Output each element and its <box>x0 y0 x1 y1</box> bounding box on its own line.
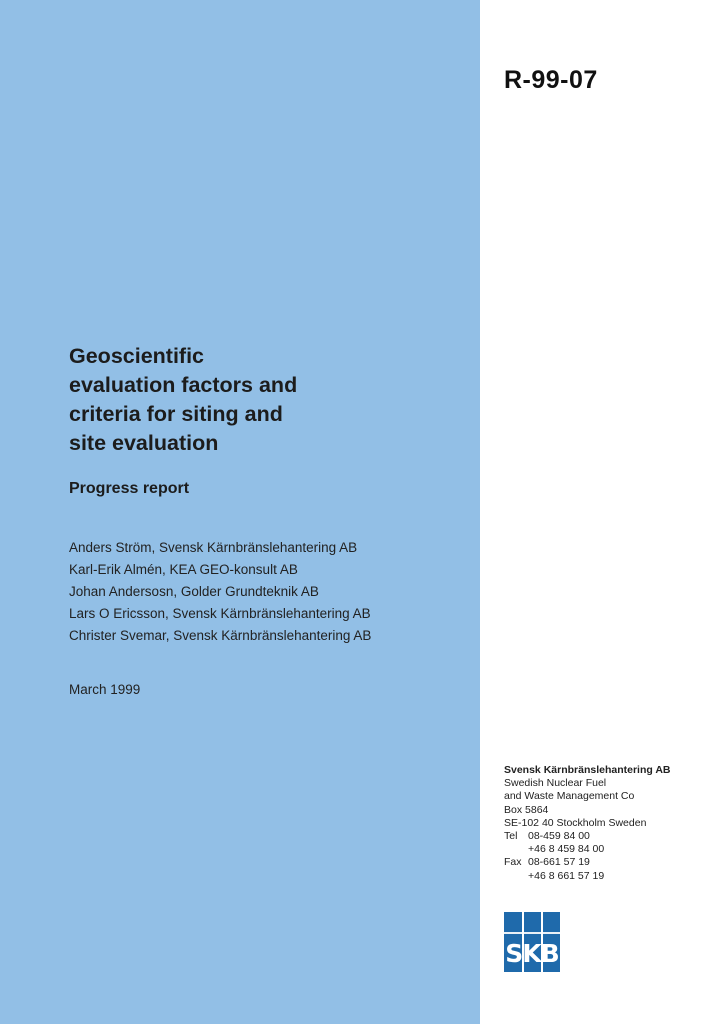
logo-text: SKB <box>505 939 559 968</box>
author-entry: Johan Andersosn, Golder Grundteknik AB <box>69 584 319 599</box>
tel-number-intl: +46 8 459 84 00 <box>528 843 605 856</box>
author-entry: Christer Svemar, Svensk Kärnbränslehantering AB <box>69 628 372 643</box>
tel-row-intl <box>504 843 714 856</box>
publisher-org-line: Swedish Nuclear Fuel <box>504 777 607 790</box>
publisher-address: SE-102 40 Stockholm Sweden <box>504 816 647 829</box>
fax-label: Fax <box>504 856 522 869</box>
fax-number-intl: +46 8 661 57 19 <box>528 869 605 882</box>
tel-label: Tel <box>504 830 518 843</box>
title-line: site evaluation <box>69 431 219 455</box>
fax-row <box>504 856 714 869</box>
tel-row <box>504 830 714 843</box>
author-entry: Lars O Ericsson, Svensk Kärnbränslehantering AB <box>69 606 371 621</box>
report-number: R-99-07 <box>504 66 598 94</box>
publisher-box: Box 5864 <box>504 803 549 816</box>
author-entry: Anders Ström, Svensk Kärnbränslehantering AB <box>69 540 358 555</box>
publisher-block <box>504 764 714 883</box>
report-subtitle: Progress report <box>69 480 190 497</box>
report-title <box>69 342 449 458</box>
tel-number: 08-459 84 00 <box>528 830 590 843</box>
publisher-org-line: and Waste Management Co <box>504 790 635 803</box>
fax-row-intl <box>504 870 714 883</box>
publisher-name: Svensk Kärnbränslehantering AB <box>504 764 671 776</box>
skb-logo <box>504 912 560 972</box>
author-list <box>69 537 469 647</box>
publication-date: March 1999 <box>69 682 141 697</box>
title-line: criteria for siting and <box>69 402 283 426</box>
fax-number: 08-661 57 19 <box>528 856 590 869</box>
title-line: Geoscientific <box>69 344 205 368</box>
author-entry: Karl-Erik Almén, KEA GEO-konsult AB <box>69 562 298 577</box>
title-line: evaluation factors and <box>69 373 298 397</box>
